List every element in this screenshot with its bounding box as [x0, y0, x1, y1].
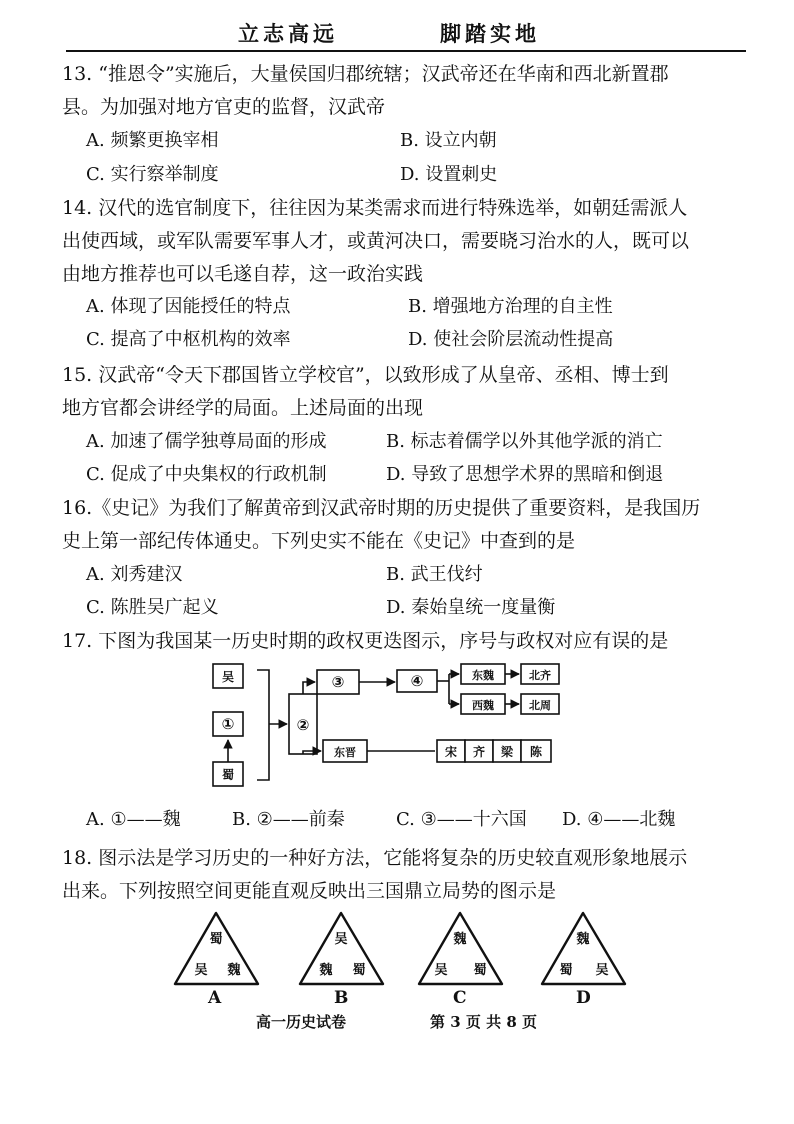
q15-option-d: D. 导致了思想学术界的黑暗和倒退: [386, 464, 664, 485]
node-circle-3: ③: [331, 673, 345, 691]
node-wu: 吴: [221, 670, 235, 684]
node-circle-2: ②: [296, 716, 310, 734]
node-circle-1: ①: [221, 715, 235, 733]
q13-line-1: 13. “推恩令”实施后，大量侯国归郡统辖；汉武帝还在华南和西北新置郡: [62, 63, 669, 85]
triangle-d-caption: D: [576, 988, 591, 1008]
triangle-a: [175, 913, 258, 984]
node-circle-4: ④: [410, 672, 424, 690]
triangle-d-left: 蜀: [559, 963, 573, 978]
header-motto-left: 立志高远: [238, 21, 338, 46]
triangle-b-top: 吴: [334, 932, 348, 947]
triangle-a-caption: A: [208, 988, 222, 1008]
node-dongjin: 东晋: [334, 746, 356, 759]
header-rule: [66, 50, 746, 52]
node-beizhou: 北周: [529, 699, 551, 712]
footer-exam-title: 高一历史试卷: [256, 1013, 347, 1031]
triangle-b-caption: B: [334, 988, 349, 1008]
q13-line-2: 县。为加强对地方官吏的监督，汉武帝: [62, 96, 386, 118]
q17-option-d: D. ④——北魏: [562, 809, 676, 830]
q17-option-b: B. ②——前秦: [232, 809, 345, 830]
triangle-a-left: 吴: [194, 963, 208, 978]
node-chen: 陈: [529, 745, 543, 759]
triangle-b-right: 蜀: [352, 963, 366, 978]
page-header: [0, 18, 794, 48]
q14-line-1: 14. 汉代的选官制度下，往往因为某类需求而进行特殊选举，如朝廷需派人: [62, 197, 688, 219]
node-beiqi: 北齐: [529, 669, 551, 682]
q16-option-b: B. 武王伐纣: [386, 564, 483, 585]
node-qi: 齐: [472, 745, 486, 759]
triangle-a-right: 魏: [227, 963, 241, 978]
node-dongwei: 东魏: [472, 669, 494, 682]
q18-line-2: 出来。下列按照空间更能直观反映出三国鼎立局势的图示是: [62, 880, 557, 902]
q15-option-c: C. 促成了中央集权的行政机制: [86, 464, 327, 485]
q15-option-a: A. 加速了儒学独尊局面的形成: [86, 431, 327, 452]
q15-option-b: B. 标志着儒学以外其他学派的消亡: [386, 431, 663, 452]
q17-option-a: A. ①——魏: [86, 809, 181, 830]
triangle-c-left: 吴: [434, 963, 448, 978]
triangle-d: [542, 913, 625, 984]
node-liang: 梁: [500, 745, 514, 759]
q14-option-c: C. 提高了中枢机构的效率: [86, 329, 291, 350]
header-motto-right: 脚踏实地: [440, 21, 540, 46]
q18-line-1: 18. 图示法是学习历史的一种好方法，它能将复杂的历史较直观形象地展示: [62, 847, 688, 869]
q16-option-d: D. 秦始皇统一度量衡: [386, 597, 556, 618]
triangle-c-caption: C: [453, 988, 467, 1008]
q16-option-c: C. 陈胜吴广起义: [86, 597, 219, 618]
q17-option-c: C. ③——十六国: [396, 809, 527, 830]
q13-option-c: C. 实行察举制度: [86, 164, 219, 185]
triangle-a-top: 蜀: [209, 932, 223, 947]
q14-option-b: B. 增强地方治理的自主性: [408, 296, 613, 317]
q14-line-3: 由地方推荐也可以毛遂自荐，这一政治实践: [62, 263, 424, 285]
q14-line-2: 出使西域，或军队需要军事人才，或黄河决口，需要晓习治水的人，既可以: [62, 230, 690, 252]
q15-line-1: 15. 汉武帝“令天下郡国皆立学校官”，以致形成了从皇帝、丞相、博士到: [62, 364, 669, 386]
q16-line-2: 史上第一部纪传体通史。下列史实不能在《史记》中查到的是: [62, 530, 576, 552]
q17-line-1: 17. 下图为我国某一历史时期的政权更迭图示，序号与政权对应有误的是: [62, 630, 669, 652]
triangle-d-top: 魏: [576, 932, 590, 947]
triangle-c: [419, 913, 502, 984]
node-song: 宋: [444, 745, 458, 759]
q15-line-2: 地方官都会讲经学的局面。上述局面的出现: [62, 397, 424, 419]
three-kingdoms-triangles: [170, 910, 640, 988]
node-shu: 蜀: [221, 768, 235, 782]
triangle-d-right: 吴: [595, 963, 609, 978]
regime-succession-diagram: [205, 656, 575, 792]
node-xiwei: 西魏: [472, 699, 494, 712]
triangle-b-left: 魏: [319, 963, 333, 978]
q14-option-a: A. 体现了因能授任的特点: [86, 296, 291, 317]
triangle-b: [300, 913, 383, 984]
triangle-c-right: 蜀: [473, 963, 487, 978]
q13-option-d: D. 设置刺史: [400, 164, 498, 185]
triangle-c-top: 魏: [453, 932, 467, 947]
footer-page-number: 第 3 页 共 8 页: [430, 1013, 537, 1031]
q13-option-a: A. 频繁更换宰相: [86, 130, 219, 151]
q16-option-a: A. 刘秀建汉: [86, 564, 183, 585]
q13-option-b: B. 设立内朝: [400, 130, 497, 151]
q16-line-1: 16.《史记》为我们了解黄帝到汉武帝时期的历史提供了重要资料，是我国历: [62, 497, 701, 519]
q14-option-d: D. 使社会阶层流动性提高: [408, 329, 614, 350]
